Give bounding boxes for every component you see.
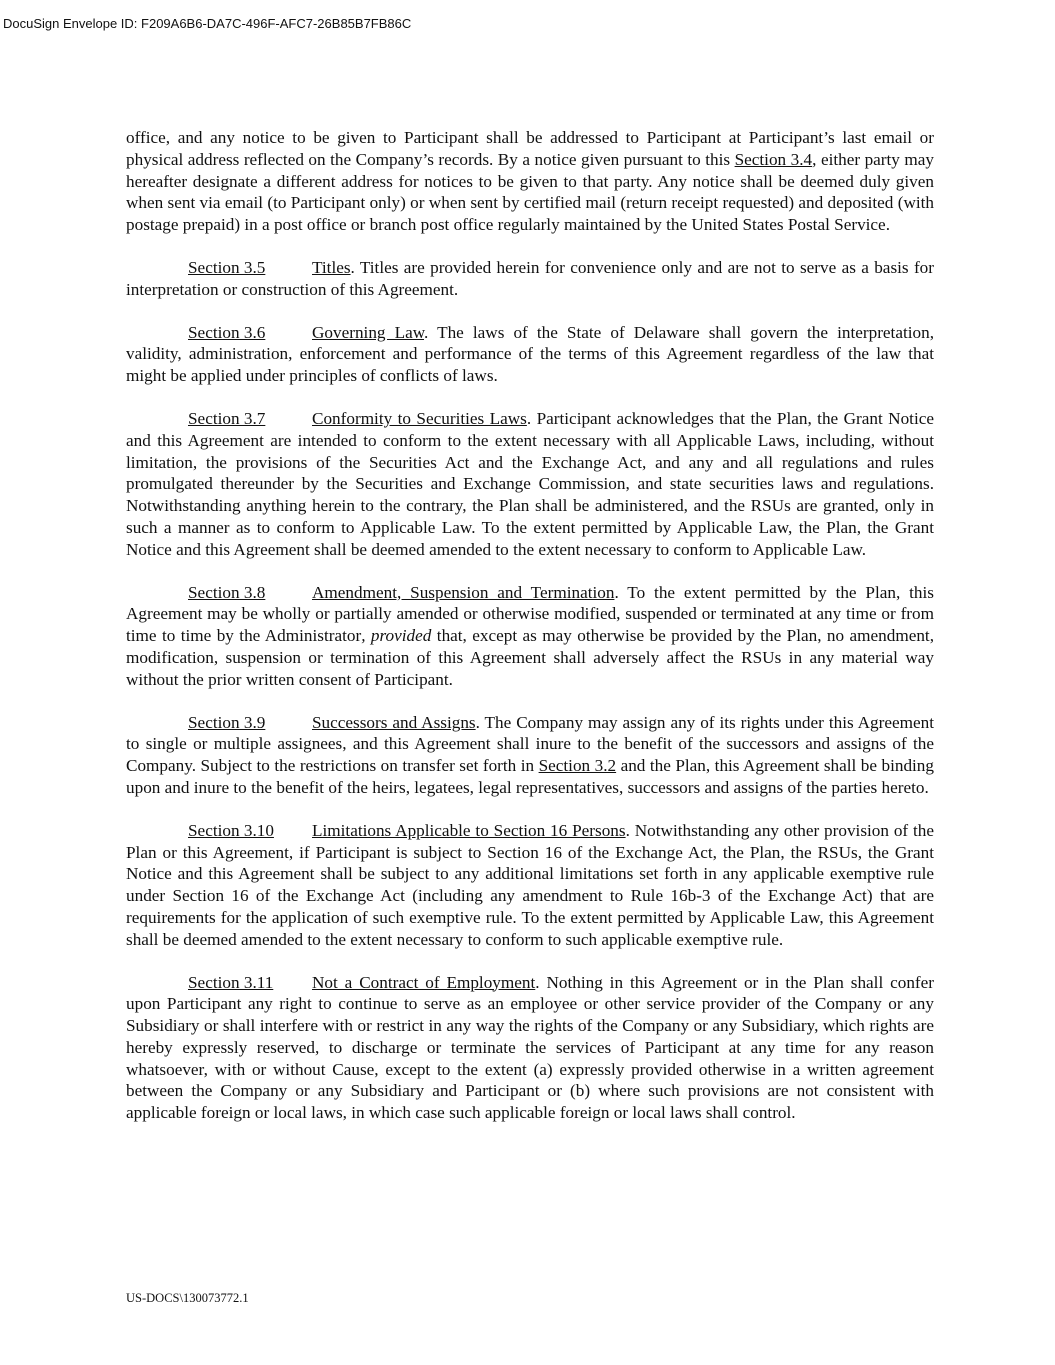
section-body: . Titles are provided herein for convenience only and are not to serve as a basis for interpretation or construction of this Agreement. — [126, 257, 934, 299]
section-title: Limitations Applicable to Section 16 Persons — [312, 820, 626, 840]
section-number: Section 3.9 — [188, 712, 266, 732]
continuation-text-end: , either party may hereafter designate a different address for notices to be given to that party. Any notice shall be deemed duly given when sent via email (to Participant only) or when sent by certified mail (return receipt requested) and deposited (with postage prepaid) in a post office or branch post office regularly maintained by the United States Postal Service. — [126, 149, 934, 235]
section-3-10-paragraph — [126, 820, 934, 951]
provided-emphasis: , provided — [361, 626, 432, 646]
section-body: . Nothing in this Agreement or in the Plan shall confer upon Participant any right to continue to serve as an employee or other service provider of the Company or any Subsidiary or shall interfere with or restrict in any way the rights of the Company or any Subsidiary, which rights are hereby expressly reserved, to discharge or terminate the services of Participant at any time for any reason whatsoever, with or without Cause, except to the extent (a) expressly provided otherwise in a written agreement between the Company or any Subsidiary and Participant or (b) where such provisions are not consistent with applicable foreign or local laws, in which case such applicable foreign or local laws shall control. — [126, 972, 934, 1123]
section-3-6-paragraph — [126, 322, 934, 387]
section-body: . The Company may assign any of its rights under this Agreement to single or multiple assignees, and this Agreement shall inure to the benefit of the successors and assigns of the Company. Subject to the restrictions on transfer set forth in — [126, 712, 935, 776]
section-title: Titles — [312, 257, 351, 277]
section-3-5-paragraph — [126, 257, 934, 301]
section-number: Section 3.6 — [188, 322, 266, 342]
section-number: Section 3.10 — [188, 820, 274, 840]
section-3-2-reference: Section 3.2 — [538, 756, 617, 776]
section-3-8-paragraph — [126, 582, 934, 691]
section-title: Governing Law — [312, 322, 425, 342]
section-number: Section 3.5 — [188, 257, 266, 277]
section-body: . To the extent permitted by the Plan, this Agreement may be wholly or partially amended or otherwise modified, suspended or terminated at any time or from time to time by the Administrator — [126, 582, 934, 646]
section-number: Section 3.8 — [188, 582, 266, 602]
section-3-11-paragraph — [126, 972, 934, 1125]
section-body: . Notwithstanding any other provision of the Plan or this Agreement, if Participant is subject to Section 16 of the Exchange Act, the Plan, the RSUs, the Grant Notice and this Agreement shall be subject to any additional limitations set forth in any applicable exemptive rule under Section 16 of the Exchange Act (including any amendment to Rule 16b-3 of the Exchange Act) that are requirements for the application of such exemptive rule. To the extent permitted by Applicable Law, this Agreement shall be deemed amended to the extent necessary to conform to such applicable exemptive rule. — [126, 820, 934, 949]
section-body-end: and the Plan, this Agreement shall be binding upon and inure to the benefit of the heirs, legatees, legal representatives, successors and assigns of the parties hereto. — [126, 756, 934, 797]
section-number: Section 3.7 — [188, 408, 266, 428]
section-3-7-paragraph — [126, 408, 934, 561]
section-body-end: that, except as may otherwise be provided by the Plan, no amendment, modification, suspension or termination of this Agreement shall adversely affect the RSUs in any material way without the prior written consent of Participant. — [126, 626, 934, 689]
section-title: Successors and Assigns — [312, 712, 476, 732]
section-title: Not a Contract of Employment — [312, 972, 536, 992]
section-title: Amendment, Suspension and Termination — [312, 582, 615, 602]
agreement-body — [126, 127, 934, 1145]
section-title: Conformity to Securities Laws — [312, 408, 527, 428]
section-body: . Participant acknowledges that the Plan, the Grant Notice and this Agreement are intended to conform to the extent necessary with all Applicable Laws, including, without limitation, the provisions of the Securities Act and the Exchange Act, and any and all regulations and rules promulgated thereunder by the Securities and Exchange Commission, and state securities laws and regulations. Notwithstanding anything herein to the contrary, the Plan shall be administered, and the RSUs are granted, only in such a manner as to conform to Applicable Law. To the extent permitted by Applicable Law, the Plan, the Grant Notice and this Agreement shall be deemed amended to the extent necessary to conform to Applicable Law. — [126, 408, 934, 559]
section-number: Section 3.11 — [188, 972, 274, 992]
section-body: . The laws of the State of Delaware shall govern the interpretation, validity, administration, enforcement and performance of the terms of this Agreement regardless of the law that might be applied under principles of conflicts of laws. — [126, 322, 934, 386]
notice-continuation-paragraph — [126, 127, 934, 236]
section-3-9-paragraph — [126, 712, 934, 799]
section-3-4-reference: Section 3.4 — [734, 149, 813, 169]
continuation-text: office, and any notice to be given to Participant shall be addressed to Participant at Participant’s last email or physical address reflected on the Company’s records. By a notice given pursuant to this — [126, 128, 934, 169]
document-id-footer: US-DOCS\130073772.1 — [126, 1291, 249, 1305]
docusign-envelope-id: DocuSign Envelope ID: F209A6B6-DA7C-496F-AFC7-26B85B7FB86C — [3, 16, 412, 31]
